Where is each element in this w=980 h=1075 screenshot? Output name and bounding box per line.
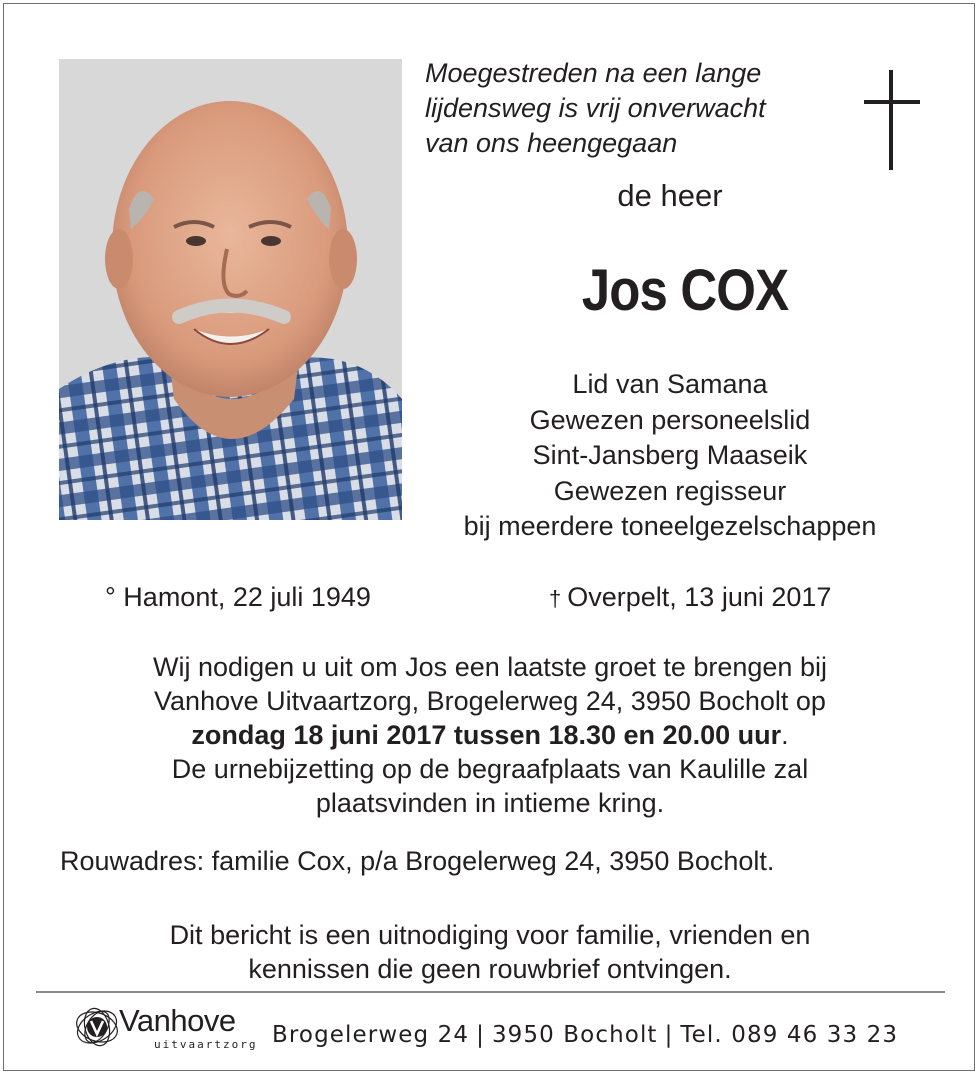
invitation-text <box>40 650 940 820</box>
notice-note <box>40 918 940 986</box>
invitation-line: De urnebijzetting op de begraafplaats van Kaulille zal <box>171 754 809 784</box>
intro-text <box>425 56 845 161</box>
intro-line: Moegestreden na een lange <box>425 58 762 88</box>
role-line: Gewezen regisseur <box>553 475 787 506</box>
intro-line: lijdensweg is vrij onverwacht <box>425 93 766 123</box>
invitation-line: plaatsvinden in intieme kring. <box>315 788 665 818</box>
role-line: bij meerdere toneelgezelschappen <box>463 511 877 541</box>
title-prefix: de heer <box>617 178 723 213</box>
note-line: Dit bericht is een uitnodiging voor familie, vrienden en <box>169 920 811 950</box>
invitation-datetime: zondag 18 juni 2017 tussen 18.30 en 20.00 uur <box>191 720 782 750</box>
intro-line: van ons heengegaan <box>425 128 678 158</box>
birth-info: ° Hamont, 22 juli 1949 <box>105 582 371 612</box>
portrait-illustration <box>59 59 402 520</box>
cross-icon <box>864 70 920 170</box>
footer-city: 3950 Bocholt <box>491 1022 658 1048</box>
separator: | <box>476 1022 485 1048</box>
role-line: Sint-Jansberg Maaseik <box>532 440 808 470</box>
vanhove-logo-icon <box>72 1002 122 1052</box>
footer-address: Brogelerweg 24 <box>272 1022 470 1048</box>
logo-subtitle: uitvaartzorg <box>154 1038 258 1051</box>
invitation-line: Vanhove Uitvaartzorg, Brogelerweg 24, 3950 Bocholt op <box>154 686 826 716</box>
separator: | <box>664 1022 674 1048</box>
roles-list <box>420 367 920 545</box>
role-line: Lid van Samana <box>572 369 768 399</box>
deceased-name: Jos COX <box>581 258 789 323</box>
mourning-address: Rouwadres: familie Cox, p/a Brogelerweg 24, 3950 Bocholt. <box>60 846 775 876</box>
footer-contact <box>272 1022 898 1048</box>
death-info <box>549 582 831 613</box>
invitation-line: zondag 18 juni 2017 tussen 18.30 en 20.00 uur. <box>191 720 789 750</box>
dagger-icon: † <box>549 586 562 611</box>
portrait-photo <box>59 59 402 520</box>
footer-divider <box>36 991 945 993</box>
footer-phone: Tel. 089 46 33 23 <box>680 1022 899 1048</box>
invitation-line: Wij nodigen u uit om Jos een laatste groet te brengen bij <box>153 652 827 682</box>
note-line: kennissen die geen rouwbrief ontvingen. <box>248 954 732 984</box>
role-line: Gewezen personeelslid <box>529 404 811 435</box>
vanhove-logo <box>72 1000 262 1056</box>
death-text: Overpelt, 13 juni 2017 <box>567 582 832 612</box>
logo-name: Vanhove <box>119 1003 236 1038</box>
